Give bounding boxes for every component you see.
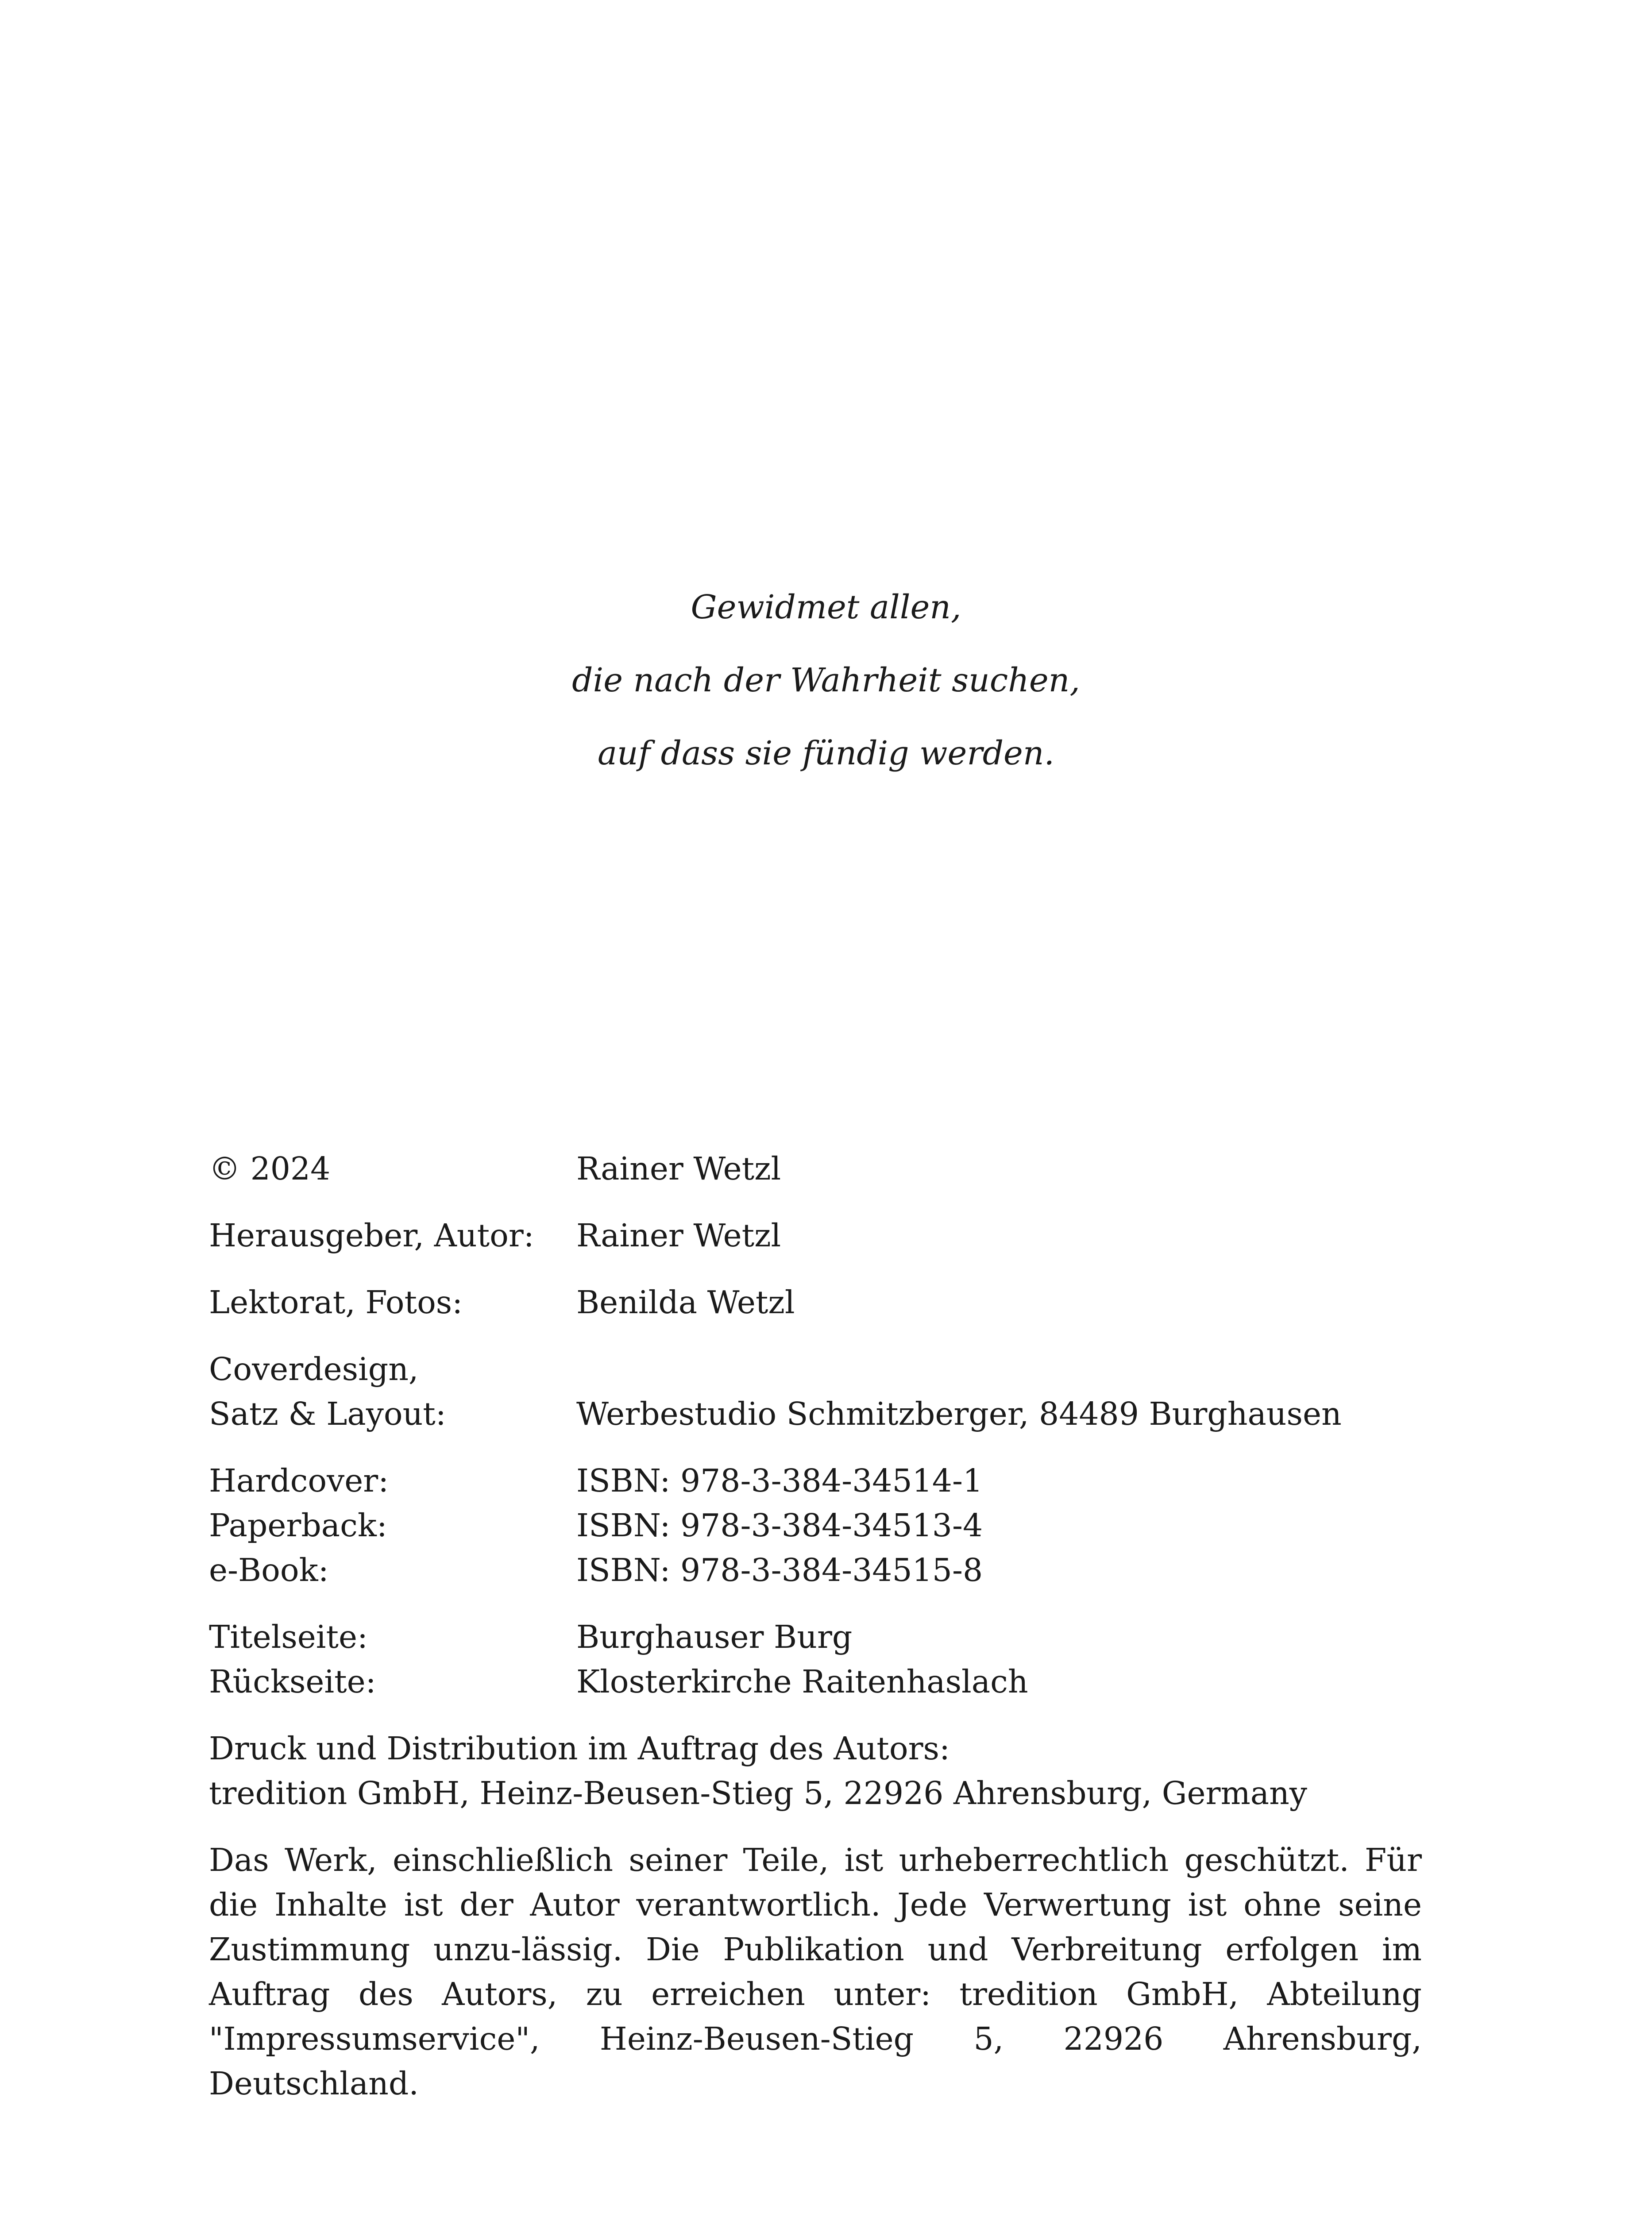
publisher-label: Herausgeber, Autor: [209, 1217, 534, 1254]
image-value: Burghauser Burg [576, 1619, 853, 1655]
imprint [209, 1146, 1422, 2106]
publisher-value: Rainer Wetzl [576, 1217, 781, 1254]
editing-label: Lektorat, Fotos: [209, 1284, 463, 1321]
distribution-line-2: tredition GmbH, Heinz-Beusen-Stieg 5, 22926 Ahrensburg, Germany [209, 1775, 1307, 1812]
cover-row-2 [209, 1392, 1422, 1436]
image-label: Rückseite: [209, 1663, 376, 1700]
isbn-row-paperback [209, 1503, 1422, 1548]
cover-label-1: Coverdesign, [209, 1351, 419, 1388]
isbn-label: e-Book: [209, 1552, 329, 1588]
isbn-value: ISBN: 978-3-384-34515-8 [576, 1552, 983, 1588]
copyright-row [209, 1146, 1422, 1191]
dedication [0, 571, 1652, 790]
isbn-row-ebook [209, 1548, 1422, 1592]
title-image-row [209, 1615, 1422, 1659]
isbn-label: Hardcover: [209, 1462, 389, 1499]
dedication-line-3: auf dass sie fündig werden. [597, 734, 1055, 772]
cover-label-2: Satz & Layout: [209, 1396, 446, 1432]
copyright-value: Rainer Wetzl [576, 1150, 781, 1187]
isbn-value: ISBN: 978-3-384-34513-4 [576, 1507, 983, 1544]
image-value: Klosterkirche Raitenhaslach [576, 1663, 1028, 1700]
dedication-line-1: Gewidmet allen, [691, 588, 961, 626]
cover-value: Werbestudio Schmitzberger, 84489 Burghausen [576, 1396, 1342, 1432]
editing-value: Benilda Wetzl [576, 1284, 795, 1321]
dedication-line-2: die nach der Wahrheit suchen, [572, 661, 1080, 699]
publisher-row [209, 1213, 1422, 1258]
editing-row [209, 1280, 1422, 1325]
legal-notice: Das Werk, einschließlich seiner Teile, ist urheberrechtlich geschützt. Für die Inhalte ist der Autor verantwortlich. Jede Verwertung ist ohne seine Zustimmung unzu-lässig. Die Publikation und Verbreitung erfolgen im Auftrag des Autors, zu erreichen unter: tredition GmbH, Abteilung "Impressumservice", Heinz-Beusen-Stieg 5, 22926 Ahrensburg, Deutschland. [209, 1842, 1422, 2102]
isbn-value: ISBN: 978-3-384-34514-1 [576, 1462, 983, 1499]
back-image-row [209, 1659, 1422, 1704]
cover-row-1 [209, 1347, 1422, 1392]
distribution-line-1: Druck und Distribution im Auftrag des Autors: [209, 1730, 950, 1767]
isbn-label: Paperback: [209, 1507, 387, 1544]
image-label: Titelseite: [209, 1619, 368, 1655]
isbn-row-hardcover [209, 1458, 1422, 1503]
copyright-label: © 2024 [209, 1150, 331, 1187]
